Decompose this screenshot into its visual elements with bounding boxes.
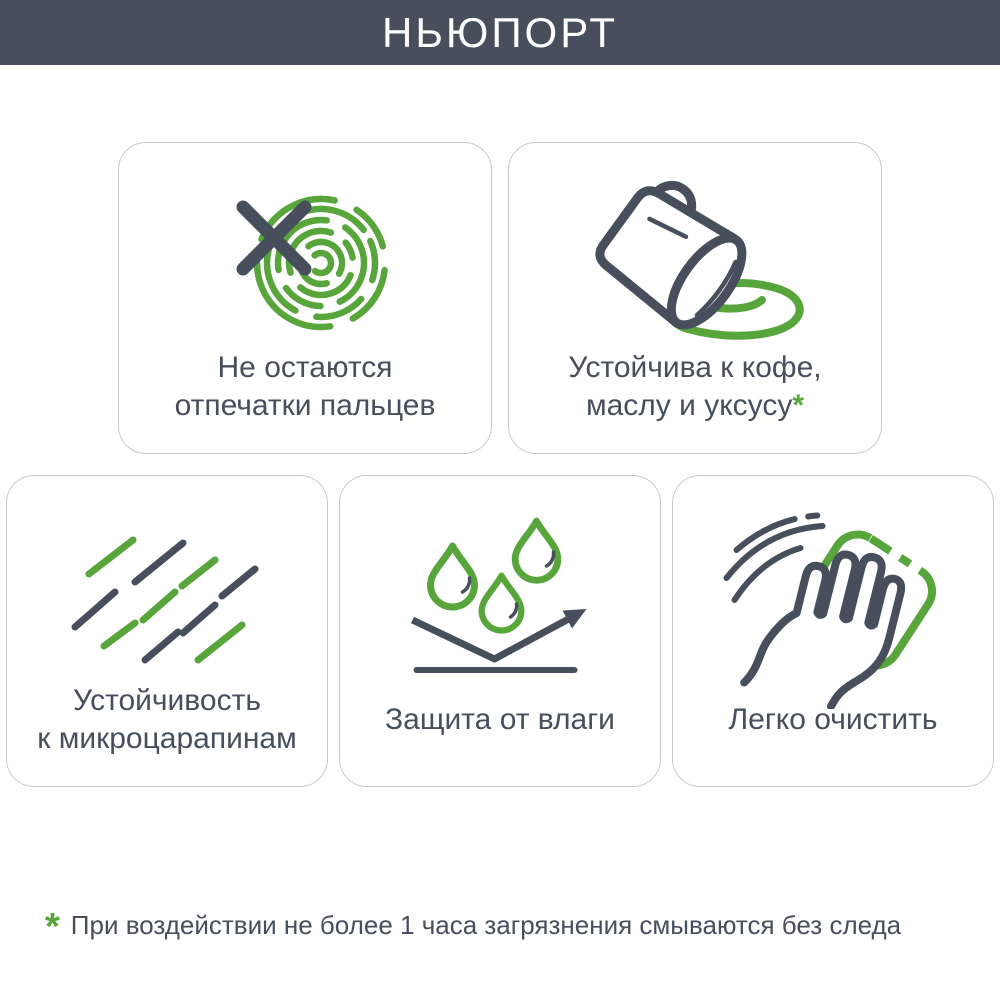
feature-caption bbox=[125, 341, 485, 433]
feature-card-easy-clean bbox=[672, 475, 994, 787]
caption-line: Устойчивость bbox=[73, 684, 261, 717]
footnote-text: При воздействии не более 1 часа загрязнения смываются без следа bbox=[70, 910, 902, 940]
feature-card-stain-resistant bbox=[508, 142, 882, 454]
fingerprint-crossed-icon bbox=[219, 187, 391, 340]
feature-card-scratch-resistant bbox=[6, 475, 328, 787]
feature-card-moisture-protection bbox=[339, 475, 661, 787]
caption-line: Устойчива к кофе, bbox=[568, 351, 822, 384]
footnote bbox=[45, 906, 901, 946]
caption-line: Защита от влаги bbox=[385, 703, 615, 736]
feature-caption bbox=[515, 341, 875, 433]
water-drops-bounce-icon bbox=[403, 512, 598, 687]
feature-caption bbox=[679, 674, 987, 766]
caption-line bbox=[586, 387, 804, 425]
caption-line: к микроцарапинам bbox=[37, 722, 297, 755]
caption-line: отпечатки пальцев bbox=[174, 389, 436, 422]
caption-line: Легко очистить bbox=[728, 703, 938, 736]
caption-line: Не остаются bbox=[217, 351, 393, 384]
asterisk-marker: * bbox=[792, 389, 805, 422]
asterisk-marker: * bbox=[45, 906, 60, 948]
feature-caption bbox=[346, 674, 654, 766]
micro-scratches-icon bbox=[67, 532, 267, 672]
feature-caption bbox=[13, 674, 321, 766]
caption-text: маслу и уксусу bbox=[585, 389, 793, 422]
feature-card-no-fingerprints bbox=[118, 142, 492, 454]
spilled-cup-icon bbox=[580, 179, 810, 352]
header-bar bbox=[0, 0, 1000, 65]
product-title: НЬЮПОРТ bbox=[382, 8, 618, 56]
